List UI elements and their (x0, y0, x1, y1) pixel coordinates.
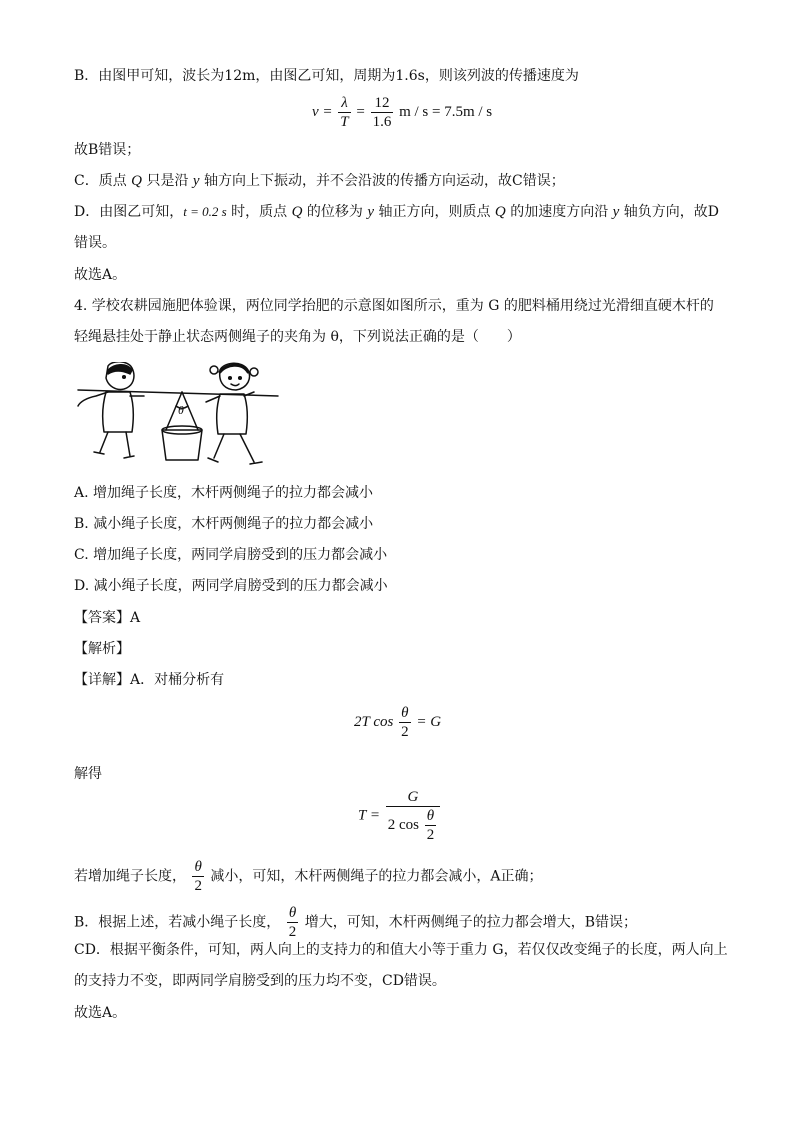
c-y: y (192, 173, 200, 189)
c-option-text (74, 171, 565, 191)
choose-answer-2: 故选A。 (74, 1005, 127, 1021)
d-q2: Q (494, 204, 506, 220)
theta-over-2-inner (425, 807, 437, 844)
choose-answer-1: 故选A。 (74, 267, 127, 283)
theta-over-2 (399, 704, 411, 741)
d-mid1: 时，质点 (226, 204, 292, 220)
q4-stem-line2: 轻绳悬挂处于静止状态两侧绳子的夹角为 θ，下列说法正确的是（ ） (74, 329, 521, 345)
two-cos-den (386, 807, 441, 844)
girl-body (217, 394, 248, 434)
analysis-label: 【解析】 (74, 641, 130, 657)
lambda-symbol: λ (338, 94, 350, 113)
students-carrying-bucket-figure (74, 362, 279, 472)
dec-post: 增大，可知，木杆两侧绳子的拉力都会增大，B错误； (304, 914, 637, 931)
period-symbol: T (340, 114, 349, 130)
d-y2: y (612, 204, 620, 220)
d-mid2: 的位移为 (302, 204, 368, 220)
tension-formula (358, 788, 442, 844)
theta-inner: θ (425, 807, 437, 826)
option-c: C. 增加绳子长度，两同学肩膀受到的压力都会减小 (74, 547, 388, 563)
c-q: Q (131, 173, 143, 189)
option-a: A. 增加绳子长度，木杆两侧绳子的拉力都会减小 (74, 485, 374, 501)
wave-speed-formula (312, 94, 492, 131)
dec-theta-over-2 (287, 904, 299, 941)
d-option-text (74, 202, 719, 222)
inc-two: 2 (194, 878, 202, 894)
twelve-over-1-6 (371, 94, 394, 131)
b-intro-text: B．由图甲可知，波长为12m，由图乙可知，周期为1.6s，则该列波的传播速度为 (74, 68, 579, 84)
balance-lhs: 2T cos (354, 713, 394, 730)
dec-theta: θ (287, 904, 299, 923)
inc-theta-over-2 (192, 858, 204, 895)
d-t: t = 0.2 s (183, 204, 227, 219)
lambda-over-T (338, 94, 350, 131)
d-y1: y (367, 204, 375, 220)
G-num: G (386, 788, 441, 807)
q4-stem-line1: 4. 学校农耕园施肥体验课，两位同学抬肥的示意图如图所示，重为 G 的肥料桶用绕过光滑细直硬木杆的 (74, 298, 714, 314)
numerator-12: 12 (371, 94, 394, 113)
inc-pre: 若增加绳子长度， (74, 868, 186, 885)
inc-theta: θ (192, 858, 204, 877)
d-pre: D．由图乙可知， (74, 204, 184, 220)
balance-formula (354, 704, 441, 741)
rope-right (182, 392, 198, 430)
dec-two: 2 (288, 924, 297, 940)
c-pre: C．质点 (74, 173, 132, 189)
answer-label: 【答案】A (74, 610, 141, 626)
denominator-1-6: 1.6 (372, 114, 392, 130)
option-b: B. 减小绳子长度，木杆两侧绳子的拉力都会减小 (74, 516, 374, 532)
theta-num: θ (399, 704, 411, 723)
speed-result: m / s = 7.5m / s (399, 103, 493, 120)
increase-length-line (74, 858, 543, 895)
balance-rhs: = G (416, 713, 442, 730)
boy-body (103, 392, 134, 432)
v-lhs: v = (312, 103, 333, 120)
d-post: 轴负方向，故D (619, 204, 720, 220)
two-den: 2 (401, 724, 409, 740)
inc-post: 减小，可知，木杆两侧绳子的拉力都会减小，A正确； (210, 868, 543, 885)
two-inner: 2 (426, 827, 435, 843)
dec-pre: B．根据上述，若减小绳子长度， (74, 914, 281, 931)
two-cos: 2 cos (387, 816, 419, 833)
d-q1: Q (291, 204, 303, 220)
G-over-2cos (386, 788, 441, 844)
d-mid3: 轴正方向，则质点 (374, 204, 495, 220)
cd-line2: 的支持力不变，即两同学肩膀受到的压力均不变，CD错误。 (74, 973, 446, 989)
c-post: 轴方向上下振动，并不会沿波的传播方向运动，故C错误； (199, 173, 565, 189)
cd-line1: CD．根据平衡条件，可知，两人向上的支持力的和值大小等于重力 G，若仅仅改变绳子的长度，两人向上 (74, 942, 728, 958)
option-d: D. 减小绳子长度，两同学肩膀受到的压力都会减小 (74, 578, 388, 594)
equals-sign: = (356, 103, 365, 120)
d-mid4: 的加速度方向沿 (505, 204, 613, 220)
b-conclusion: 故B错误； (74, 142, 141, 158)
c-mid: 只是沿 (142, 173, 193, 189)
jiede-label: 解得 (74, 766, 102, 782)
theta-label: θ (178, 403, 184, 417)
T-lhs: T = (358, 807, 380, 824)
decrease-length-line (74, 904, 637, 941)
detail-label: 【详解】A．对桶分析有 (74, 672, 225, 688)
d-continuation: 错误。 (74, 235, 116, 251)
